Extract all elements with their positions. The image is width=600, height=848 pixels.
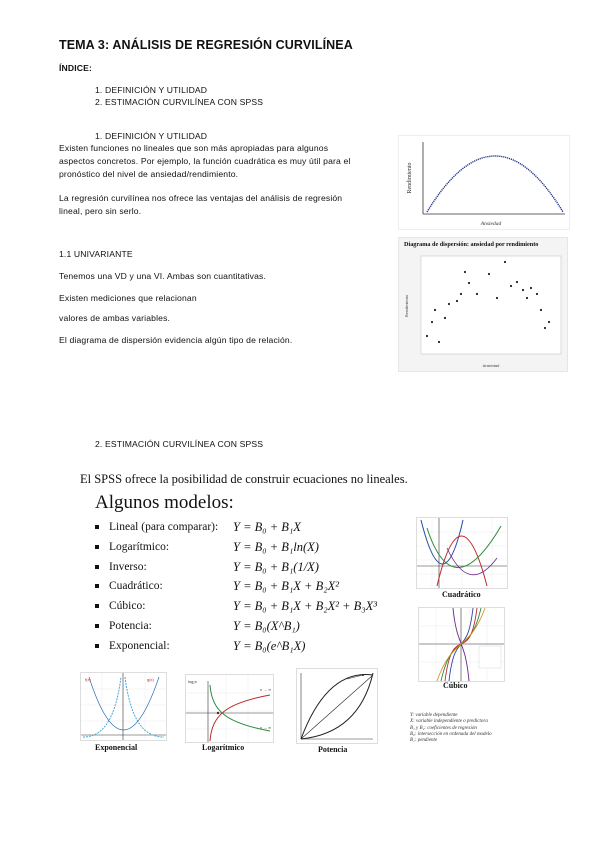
index-label: ÍNDICE: xyxy=(59,63,93,73)
note-line: B₀: intersección en ordenada del modelo xyxy=(410,731,492,737)
scatter-point xyxy=(444,317,446,319)
bullet-icon xyxy=(95,644,99,648)
section1-heading: 1. DEFINICIÓN Y UTILIDAD xyxy=(95,131,208,141)
models-title: Algunos modelos: xyxy=(95,492,234,513)
thumb-label-cubico: Cúbico xyxy=(443,681,468,690)
model-name: Exponencial: xyxy=(109,640,170,652)
sub11-line: Tenemos una VD y una VI. Ambas son cuantitativas. xyxy=(59,271,267,281)
sub11-line: El diagrama de dispersión evidencia algún tipo de relación. xyxy=(59,335,293,345)
scatter-point xyxy=(426,335,428,337)
scatter-point xyxy=(526,297,528,299)
thumb-label-cuadratico: Cuadrático xyxy=(442,590,481,599)
scatter-point xyxy=(540,309,542,311)
bullet-icon xyxy=(95,565,99,569)
model-equation: Y = B₀ + B₁X + B₂X² xyxy=(233,579,339,593)
scatter-point xyxy=(434,309,436,311)
model-name: Cúbico: xyxy=(109,600,146,612)
model-name: Lineal (para comparar): xyxy=(109,521,219,533)
thumb-logaritmico xyxy=(185,674,274,743)
model-row xyxy=(95,620,152,632)
scatter-point xyxy=(522,289,524,291)
svg-text:log₂x: log₂x xyxy=(188,679,197,684)
thumb-label-logaritmico: Logarítmico xyxy=(202,743,245,752)
scatter-point xyxy=(438,341,440,343)
figure-parabola xyxy=(398,135,570,230)
model-row xyxy=(95,521,218,533)
index-item-1[interactable]: 1. DEFINICIÓN Y UTILIDAD xyxy=(95,85,208,95)
thumb-label-potencia: Potencia xyxy=(318,745,348,754)
svg-text:x → ∞: x → ∞ xyxy=(260,687,272,692)
svg-text:x → ∞: x → ∞ xyxy=(260,725,272,730)
para2-line: La regresión curvilínea nos ofrece las ventajas del análisis de regresión xyxy=(59,193,343,203)
model-equation: Y = B₀(X^B₁) xyxy=(233,619,300,633)
potencia-graph xyxy=(297,669,377,743)
model-row xyxy=(95,640,170,652)
scatter-point xyxy=(460,293,462,295)
note-line: X: variable independiente o predictora xyxy=(410,719,488,725)
scatter-title: Diagrama de dispersión: ansiedad por rendimiento xyxy=(404,241,539,248)
thumb-exponencial xyxy=(80,672,167,741)
scatter-point xyxy=(476,293,478,295)
sub11-heading: 1.1 UNIVARIANTE xyxy=(59,249,133,259)
scatter-point xyxy=(516,281,518,283)
sub11-line: valores de ambas variables. xyxy=(59,313,171,323)
cubico-graph xyxy=(419,608,504,681)
para1-line: aspectos concretos. Por ejemplo, la función cuadrática es muy útil para el xyxy=(59,156,351,166)
scatter-point xyxy=(544,327,546,329)
bullet-icon xyxy=(95,624,99,628)
legend-notes xyxy=(410,713,492,744)
section2-heading: 2. ESTIMACIÓN CURVILÍNEA CON SPSS xyxy=(95,439,264,449)
bullet-icon xyxy=(95,604,99,608)
parabola-chart xyxy=(399,136,569,229)
cuadratico-graph xyxy=(417,518,507,588)
thumb-label-exponencial: Exponencial xyxy=(95,743,138,752)
sub11-line: Existen mediciones que relacionan xyxy=(59,293,197,303)
page-title: TEMA 3: ANÁLISIS DE REGRESIÓN CURVILÍNEA xyxy=(59,38,353,52)
scatter-point xyxy=(464,271,466,273)
model-row xyxy=(95,580,163,592)
index-item-2[interactable]: 2. ESTIMACIÓN CURVILÍNEA CON SPSS xyxy=(95,97,264,107)
note-line: Y: variable dependiente xyxy=(410,713,458,718)
scatter-point xyxy=(530,287,532,289)
thumb-cubico xyxy=(418,607,505,682)
svg-text:f(x): f(x) xyxy=(85,677,91,682)
scatter-point xyxy=(504,261,506,263)
y-axis-label: Rendimiento xyxy=(407,162,413,194)
thumb-potencia xyxy=(296,668,378,744)
scatter-point xyxy=(510,285,512,287)
thumb-cuadratico xyxy=(416,517,508,589)
bullet-icon xyxy=(95,545,99,549)
scatter-point xyxy=(488,273,490,275)
plot-area xyxy=(421,256,561,354)
section1-paragraph1 xyxy=(59,142,389,181)
model-row xyxy=(95,561,147,573)
model-equation: Y = B₀ + B₁ln(X) xyxy=(233,540,319,554)
model-equation: Y = B₀ + B₁X + B₂X² + B₃X³ xyxy=(233,599,378,613)
quadratic-curve xyxy=(427,156,563,212)
para1-line: pronóstico del nivel de ansiedad/rendimiento. xyxy=(59,169,239,179)
scatter-point xyxy=(431,321,433,323)
figure-scatter xyxy=(398,237,568,372)
exponencial-graph xyxy=(81,673,166,740)
logaritmico-graph xyxy=(186,675,273,742)
model-name: Inverso: xyxy=(109,561,147,573)
bullet-icon xyxy=(95,584,99,588)
model-row xyxy=(95,541,169,553)
scatter-point xyxy=(496,297,498,299)
model-equation: Y = B₀(e^B₁X) xyxy=(233,639,306,653)
para1-line: Existen funciones no lineales que son más apropiadas para algunos xyxy=(59,143,329,153)
spss-intro: El SPSS ofrece la posibilidad de construir ecuaciones no lineales. xyxy=(80,472,408,486)
model-name: Cuadrático: xyxy=(109,580,163,592)
svg-text:g(x): g(x) xyxy=(147,677,154,682)
scatter-point xyxy=(468,282,470,284)
scatter-point xyxy=(536,293,538,295)
scatter-ylabel: Rendimiento xyxy=(404,294,409,318)
scatter-point xyxy=(548,321,550,323)
note-line: B₁ y B₂: coeficientes de regresión xyxy=(410,725,477,731)
section1-paragraph2 xyxy=(59,192,389,218)
para2-line: lineal, pero sin serlo. xyxy=(59,206,142,216)
note-line: B₁: pendiente xyxy=(410,738,438,744)
model-equation: Y = B₀ + B₁(1/X) xyxy=(233,560,319,574)
x-axis-label: Ansiedad xyxy=(480,221,502,227)
bullet-icon xyxy=(95,525,99,529)
scatter-point xyxy=(456,300,458,302)
scatter-chart xyxy=(399,238,567,371)
scatter-point xyxy=(448,303,450,305)
scatter-xlabel: Ansiedad xyxy=(482,363,500,368)
model-name: Potencia: xyxy=(109,620,152,632)
model-equation: Y = B₀ + B₁X xyxy=(233,520,301,534)
model-row xyxy=(95,600,145,612)
model-name: Logarítmico: xyxy=(109,541,170,553)
